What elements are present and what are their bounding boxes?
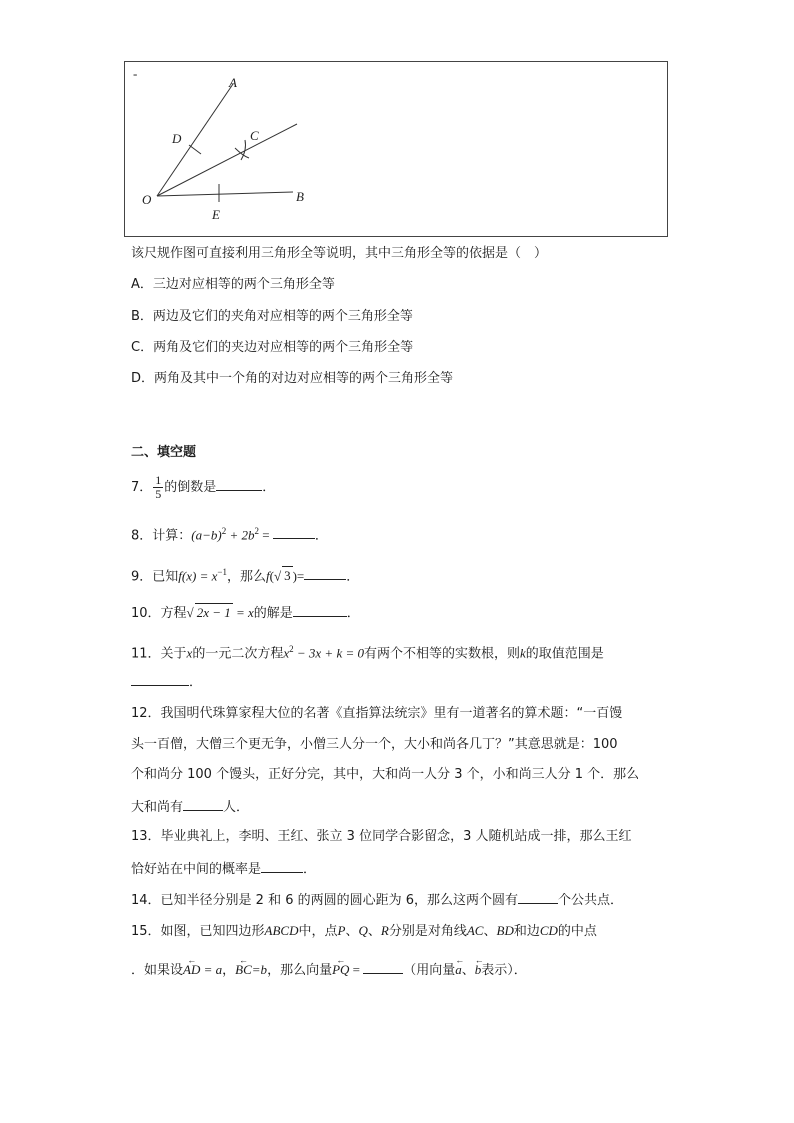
q15-text-b: 中，点 <box>298 924 338 939</box>
q11-text-c: 有两个不相等的实数根，则 <box>363 646 520 662</box>
q10-text: 的解是 <box>253 606 293 621</box>
q11-eq-a: x <box>283 645 290 661</box>
q15-answer-blank[interactable] <box>363 960 403 974</box>
question-11-line1 <box>131 640 604 663</box>
q8-exp2: 2 <box>254 526 259 536</box>
q15-vector-b: ← b <box>475 961 482 979</box>
question-8 <box>131 522 328 545</box>
q11-text-a: 11．关于 <box>131 646 187 662</box>
question-12-line1: 12．我国明代珠算家程大位的名著《直指算法统宗》里有一道著名的算术题：“一百馒 <box>131 706 623 721</box>
option-c: C．两角及它们的夹边对应相等的两个三角形全等 <box>131 340 414 355</box>
q8-eq: = <box>259 527 273 543</box>
q7-fraction <box>153 474 163 501</box>
q9-mid: ，那么 <box>226 569 266 585</box>
question-15-line2 <box>131 960 527 980</box>
label-a: A <box>229 75 237 90</box>
label-e: E <box>212 207 220 222</box>
q7-answer-blank[interactable] <box>216 477 262 491</box>
q7-end: ． <box>262 480 276 495</box>
q11-eq-exp: 2 <box>289 644 294 654</box>
q15-point-p: P <box>337 923 346 938</box>
q9-eq: = <box>296 568 305 584</box>
q15-sep4: 、 <box>461 963 475 978</box>
q15-eq-a: = a <box>200 962 223 977</box>
question-12-line3: 个和尚分 100 个馒头，正好分完，其中，大和尚一人分 3 个，小和尚三人分 1 个．那么 <box>131 767 640 782</box>
q9-end: ． <box>346 569 360 585</box>
q15-eq-b: =b <box>251 962 268 977</box>
question-13-line1: 13．毕业典礼上，李明、王红、张立 3 位同学合影留念，3 人随机站成一排，那么王红 <box>131 829 632 844</box>
ray-oa <box>157 84 233 196</box>
q8-expr1: (a−b) <box>191 527 222 543</box>
q7-text: 的倒数是 <box>164 480 217 495</box>
q15-text-c: 分别是对角线 <box>388 924 467 939</box>
q8-exp1: 2 <box>221 526 227 536</box>
question-13-line2 <box>131 859 316 879</box>
option-b: B．两边及它们的夹角对应相等的两个三角形全等 <box>131 309 413 324</box>
q15-ac: AC <box>466 923 484 938</box>
question-14 <box>131 890 623 910</box>
q13-text-a: 恰好站在中间的概率是 <box>131 862 262 877</box>
q15-sep1: 、 <box>345 924 359 939</box>
q15-comma1: ， <box>222 963 236 978</box>
angle-bisector-diagram <box>125 62 669 238</box>
q13-text-b: ． <box>303 862 317 877</box>
q8-number: 8．计算： <box>131 528 192 544</box>
q8-expr2: + 2b <box>226 527 255 543</box>
question-9: 9．已知$f(x) = x^{-1}$，那么f(√ 3 )= ． <box>131 567 360 585</box>
q11-eq-b: − 3x + k = 0 <box>293 645 364 661</box>
q11-text-d: 的取值范围是 <box>525 646 604 662</box>
q11-text-b: 的一元二次方程 <box>192 646 284 662</box>
q15-text-h: （用向量 <box>403 963 456 978</box>
q14-text-b: 个公共点． <box>558 893 624 908</box>
q15-text-g: ，那么向量 <box>267 963 333 978</box>
q15-text-f: ．如果设 <box>131 963 184 978</box>
label-o: O <box>142 192 152 207</box>
q10-number: 10．方程 <box>131 606 187 621</box>
q15-bd: BD <box>496 923 514 938</box>
q15-text-d: 和边 <box>513 924 540 939</box>
q14-text-a: 14．已知半径分别是 2 和 6 的两圆的圆心距为 6，那么这两个圆有 <box>131 893 519 908</box>
q12-text-b: 人． <box>223 800 250 815</box>
question-15-line1 <box>131 922 597 941</box>
q9-answer-blank[interactable] <box>304 566 346 580</box>
q9-sqrt: 3 <box>284 568 291 584</box>
q8-end: ． <box>314 528 328 544</box>
q12-text-a: 大和尚有 <box>131 800 184 815</box>
q11-var-x: x <box>186 645 193 661</box>
q9-f: f <box>265 568 270 584</box>
q10-end: ． <box>346 606 360 621</box>
question-7 <box>131 474 275 501</box>
q15-vector-bc: ← BC <box>235 961 252 979</box>
q10-answer-blank[interactable] <box>293 603 347 617</box>
q15-vector-a: ← a <box>455 961 462 979</box>
label-c: C <box>250 128 259 143</box>
q11-end: ． <box>189 675 203 690</box>
q15-text-i: 表示）． <box>481 963 527 978</box>
corner-mark: - <box>133 66 138 81</box>
question-stem: 该尺规作图可直接利用三角形全等说明，其中三角形全等的依据是（ ） <box>131 246 548 261</box>
arc-mark-c2 <box>241 140 246 160</box>
label-d: D <box>172 131 182 146</box>
q15-text-a: 15．如图，已知四边形 <box>131 924 265 939</box>
label-b: B <box>296 189 304 204</box>
q15-abcd: ABCD <box>264 923 299 938</box>
option-d: D．两角及其中一个角的对边对应相等的两个三角形全等 <box>131 371 454 386</box>
q15-cd: CD <box>539 923 558 938</box>
q15-sep3: 、 <box>483 924 497 939</box>
q7-number: 7． <box>131 480 153 495</box>
question-12-line2: 头一百僧，大僧三个更无争，小僧三人分一个，大小和尚各几丁？”其意思就是：100 <box>131 737 618 752</box>
q15-eq: = <box>349 962 364 977</box>
q15-text-e: 的中点 <box>557 924 597 939</box>
q11-var-k: k <box>520 645 526 661</box>
q7-frac-den: 5 <box>155 487 162 501</box>
option-a: A．三边对应相等的两个三角形全等 <box>131 277 335 292</box>
section-title: 二、填空题 <box>131 445 197 460</box>
q12-answer-blank[interactable] <box>183 797 223 811</box>
q9-exp1: −1 <box>217 567 227 577</box>
question-12-line4 <box>131 797 249 817</box>
q7-frac-num: 1 <box>155 473 162 487</box>
q15-vector-ad: ← AD <box>183 961 200 979</box>
arc-mark-d <box>189 145 201 154</box>
q9-number: 9．已知 <box>131 569 179 585</box>
q9-expr1: f(x) = x <box>178 568 218 584</box>
q10-sqrt: 2x − 1 <box>196 605 231 620</box>
question-11-line2 <box>131 672 202 692</box>
q15-sep2: 、 <box>367 924 381 939</box>
q15-vector-pq: ← PQ <box>332 961 349 979</box>
q15-point-r: R <box>380 923 389 938</box>
ray-ob <box>157 192 293 196</box>
construction-figure <box>124 61 668 237</box>
q14-answer-blank[interactable] <box>518 890 558 904</box>
q13-answer-blank[interactable] <box>261 859 303 873</box>
q8-answer-blank[interactable] <box>273 525 315 539</box>
q10-eq: = x <box>232 605 254 620</box>
q11-answer-blank[interactable] <box>131 672 189 686</box>
q15-point-q: Q <box>358 923 368 938</box>
question-10: 10．方程√ 2x − 1 = x的解是 ． <box>131 605 360 621</box>
